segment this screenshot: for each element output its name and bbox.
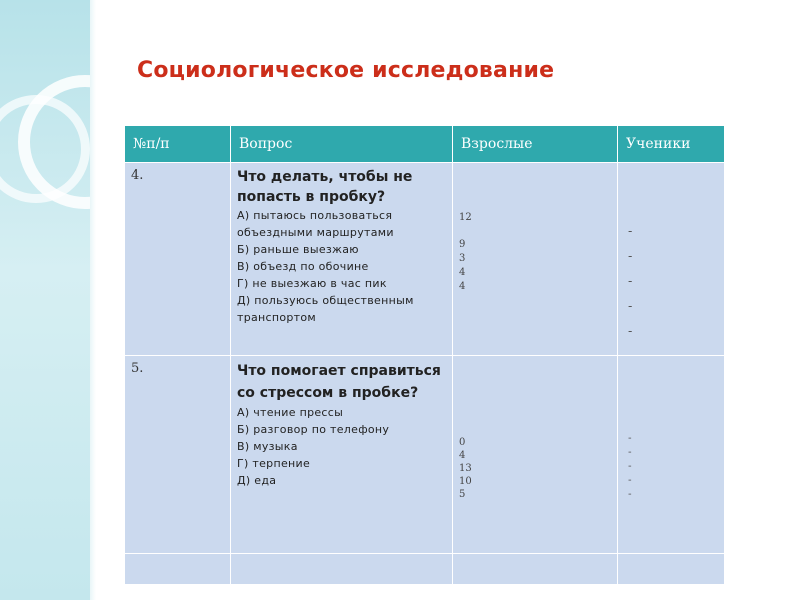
survey-table xyxy=(124,125,725,585)
question-cell xyxy=(231,356,453,554)
answer-option: Б) раньше выезжаю xyxy=(237,243,359,256)
students-value: - xyxy=(628,447,632,458)
question-cell xyxy=(231,163,453,356)
adults-value: 5 xyxy=(459,489,466,500)
adults-value: 12 xyxy=(459,212,472,223)
students-value: - xyxy=(628,461,632,472)
adults-value: 10 xyxy=(459,476,472,487)
empty-cell xyxy=(231,554,453,585)
row-number-cell xyxy=(125,356,231,554)
students-value: - xyxy=(628,249,633,263)
answer-option: Д) еда xyxy=(237,474,277,487)
adults-value: 3 xyxy=(459,253,466,264)
answer-option: Г) терпение xyxy=(237,457,311,470)
empty-cell xyxy=(125,554,231,585)
question-title: Что делать, чтобы не попасть в пробку? xyxy=(237,169,413,205)
students-value: - xyxy=(628,324,633,338)
header-number: №п/п xyxy=(125,126,231,163)
header-adults: Взрослые xyxy=(453,126,618,163)
adults-value: 4 xyxy=(459,267,466,278)
answer-option: Г) не выезжаю в час пик xyxy=(237,277,387,290)
students-value: - xyxy=(628,433,632,444)
decorative-band-edge xyxy=(90,0,96,600)
table-row xyxy=(125,163,725,356)
answer-option: А) пытаюсь пользоваться объездными маршрутами xyxy=(237,209,394,239)
adults-value: 4 xyxy=(459,450,466,461)
empty-cell xyxy=(453,554,618,585)
answer-option: В) музыка xyxy=(237,440,298,453)
slide-title: Социологическое исследование xyxy=(137,58,555,83)
students-value: - xyxy=(628,299,633,313)
header-students: Ученики xyxy=(618,126,725,163)
adults-value: 9 xyxy=(459,239,466,250)
row-number: 4. xyxy=(131,168,144,183)
students-cell xyxy=(618,163,725,356)
adults-value: 13 xyxy=(459,463,472,474)
students-value: - xyxy=(628,224,633,238)
students-value: - xyxy=(628,475,632,486)
decorative-side-band xyxy=(0,0,90,600)
table-header-row xyxy=(125,126,725,163)
adults-value: 4 xyxy=(459,281,466,292)
answer-option: В) объезд по обочине xyxy=(237,260,369,273)
row-number-cell xyxy=(125,163,231,356)
adults-value: 0 xyxy=(459,437,466,448)
adults-cell xyxy=(453,163,618,356)
answer-option: Б) разговор по телефону xyxy=(237,423,390,436)
table-row xyxy=(125,356,725,554)
students-cell xyxy=(618,356,725,554)
empty-cell xyxy=(618,554,725,585)
students-value: - xyxy=(628,274,633,288)
answer-option: А) чтение прессы xyxy=(237,406,344,419)
header-question: Вопрос xyxy=(231,126,453,163)
answer-option: Д) пользуюсь общественным транспортом xyxy=(237,294,414,324)
students-value: - xyxy=(628,489,632,500)
row-number: 5. xyxy=(131,361,144,376)
table-row-empty xyxy=(125,554,725,585)
adults-cell xyxy=(453,356,618,554)
question-title: Что помогает справиться со стрессом в пробке? xyxy=(237,363,441,401)
